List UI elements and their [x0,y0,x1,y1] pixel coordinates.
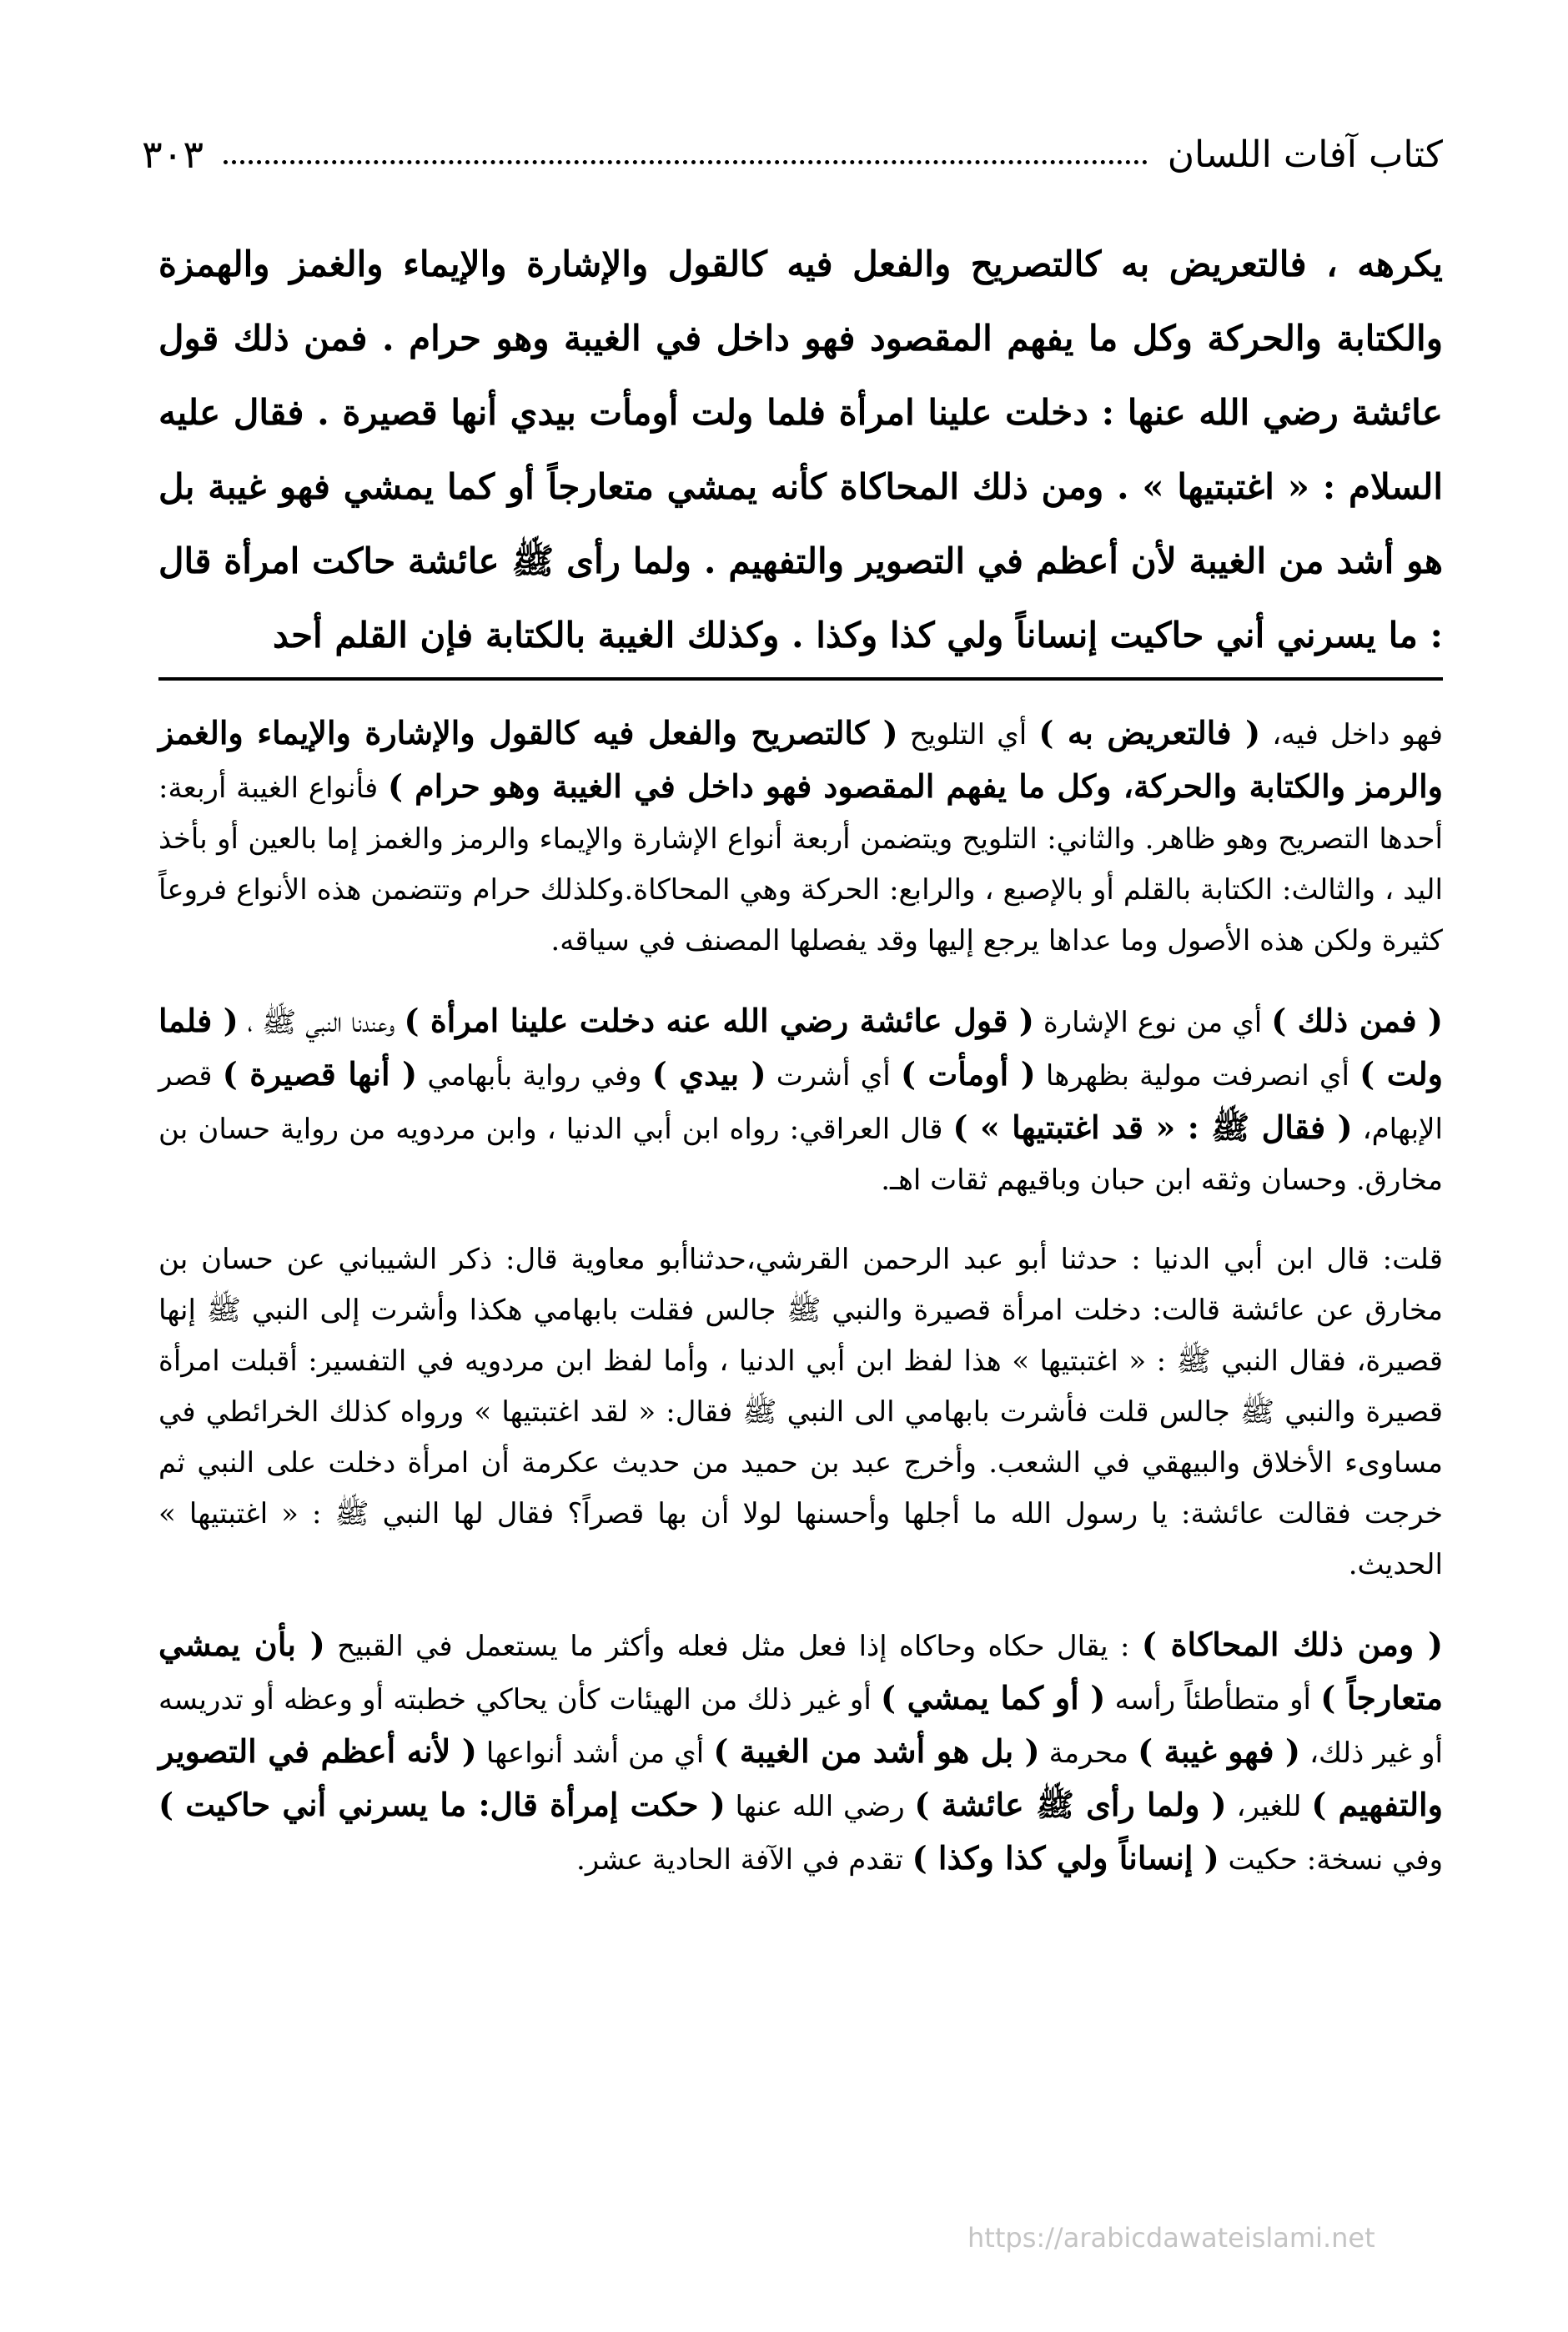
commentary-paragraph [158,1619,1443,1886]
commentary-text: أو غير ذلك من الهيئات كأن يحاكي خطبته أو وعظه أو تدريسه أو غير ذلك، [158,1683,1443,1770]
book-title: كتاب آفات اللسان [1167,133,1443,176]
main-text [158,227,1443,672]
commentary-paragraph [158,707,1443,967]
commentary-text: أي انصرفت مولية بظهرها [1035,1059,1360,1093]
header-dotted-leader [224,160,1148,164]
quoted-matn-text: ( بل هو أشد من الغيبة ) [713,1732,1040,1770]
text-divider [158,677,1443,681]
quoted-matn-text: ( فمن ذلك ) [1271,1002,1444,1039]
quoted-matn-text: ( أومأت ) [900,1055,1036,1093]
quoted-matn-text: ( بأن يمشي متعارجاً ) [158,1626,1443,1716]
page-header [142,125,1443,183]
commentary-paragraph [158,1234,1443,1591]
quoted-matn-text: ( ولما رأى ﷺ عائشة ) [914,1786,1227,1823]
main-text-paragraph: يكرهه ، فالتعريض به كالتصريح والفعل فيه كالقول والإشارة والإيماء والغمز والهمزة والكتابة والحركة وكل ما يفهم المقصود فهو داخل في الغيبة وهو حرام . فمن ذلك قول عائشة رضي الله عنها : دخلت علينا امرأة فلما ولت أومأت بيدي أنها قصيرة . فقال عليه السلام : « اغتبتيها » . ومن ذلك المحاكاة كأنه يمشي متعارجاً أو كما يمشي فهو غيبة بل هو أشد من الغيبة لأن أعظم في التصوير والتفهيم . ولما رأى ﷺ عائشة حاكت امرأة قال : ما يسرني أني حاكيت إنساناً ولي كذا وكذا . وكذلك الغيبة بالكتابة فإن القلم أحد [158,244,1443,656]
commentary-text: محرمة [1039,1736,1138,1770]
quoted-matn-text: ( حكت إمرأة قال: ما يسرني أني حاكيت ) [158,1786,726,1823]
commentary-text: للغير، [1226,1790,1312,1823]
commentary-text: تقدم في الآفة الحادية عشر. [576,1843,912,1877]
quoted-matn-text: ( أو كما يمشي ) [881,1679,1106,1716]
commentary-text: : يقال حكاه وحاكاه إذا فعل مثل فعله وأكثر ما يستعمل في القبيح [324,1630,1142,1663]
commentary-text: أي التلويح [897,718,1039,751]
commentary-text: أي أشرت [766,1059,901,1093]
commentary-text: أي من أشد أنواعها [476,1736,714,1770]
quoted-matn-text: ( ومن ذلك المحاكاة ) [1141,1626,1443,1663]
commentary-text: وفي نسخة: حكيت [1219,1843,1443,1877]
commentary-text: فأنواع الغيبة أربعة: أحدها التصريح وهو ظاهر. والثاني: التلويح ويتضمن أربعة أنواع الإشارة والإيماء والرمز والغمز إما بالعين أو بأخذ اليد ، والثالث: الكتابة بالقلم أو بالإصبع ، والرابع: الحركة وهي المحاكاة.وكلذلك حرام وتتضمن هذه الأنواع فروعاً كثيرة ولكن هذه الأصول وما عداها يرجع إليها وقد يفصلها المصنف في سياقه. [158,771,1443,957]
commentary [158,707,1443,1886]
quoted-matn-text: ( إنساناً ولي كذا وكذا ) [912,1839,1219,1877]
quoted-matn-text: ( فهو غيبة ) [1138,1732,1301,1770]
quoted-matn-text: ( أنها قصيرة ) [222,1055,418,1093]
commentary-text: أو متطأطئاً رأسه [1105,1683,1321,1716]
commentary-text: أي من نوع الإشارة [1033,1006,1272,1039]
commentary-paragraph [158,995,1443,1206]
commentary-text: فهو داخل فيه، [1260,718,1443,751]
commentary-text: وفي رواية بأبهامي [417,1059,652,1093]
quoted-matn-text: ( فلما ولت ) [158,1002,1443,1093]
commentary-text: قلت: قال ابن أبي الدنيا : حدثنا أبو عبد الرحمن القرشي،حدثناأبو معاوية قال: ذكر الشيباني عن حسان بن مخارق عن عائشة قالت: دخلت امرأة قصيرة والنبي ﷺ جالس فقلت بابهامي هكذا وأشرت إلى النبي ﷺ إنها قصيرة، فقال النبي ﷺ : « اغتبتيها » هذا لفظ ابن أبي الدنيا ، وأما لفظ ابن مردويه في التفسير: أقبلت امرأة قصيرة والنبي ﷺ جالس قلت فأشرت بابهامي الى النبي ﷺ فقال: « لقد اغتبتيها » ورواه كذلك الخرائطي في مساوىء الأخلاق والبيهقي في الشعب. وأخرج عبد بن حميد من حديث عكرمة أن امرأة دخلت على النبي ثم خرجت فقالت عائشة: يا رسول الله ما أجلها وأحسنها لولا أن بها قصراً؟ فقال لها النبي ﷺ : « اغتبتيها » الحديث. [158,1243,1443,1581]
quoted-matn-text: ( فقال ﷺ : « قد اغتبتيها » ) [952,1108,1353,1146]
page-number: ٣٠٣ [142,132,204,177]
commentary-text: رضي الله عنها [725,1790,915,1823]
quoted-matn-text: ( بيدي ) [651,1055,766,1093]
quoted-matn-text: ( قول عائشة رضي الله عنه دخلت علينا امرأة ) [404,1002,1034,1039]
commentary-text: وعندنا النبي ﷺ ، [238,1006,405,1039]
quoted-matn-text: ( فالتعريض به ) [1038,714,1261,751]
quoted-matn-text: ( لأنه أعظم في التصوير والتفهيم ) [158,1732,1443,1823]
quoted-matn-text: ( كالتصريح والفعل فيه كالقول والإشارة والإيماء والغمز والرمز والكتابة والحركة، وكل ما يفهم المقصود فهو داخل في الغيبة وهو حرام ) [158,714,1443,805]
commentary-text: قصر الإبهام، [158,1059,1443,1146]
commentary-text: قال العراقي: رواه ابن أبي الدنيا ، وابن مردويه من رواية حسان بن مخارق. وحسان وثقه ابن حبان وباقيهم ثقات اهـ. [158,1113,1443,1197]
watermark: https://arabicdawateislami.net [967,2222,1375,2254]
